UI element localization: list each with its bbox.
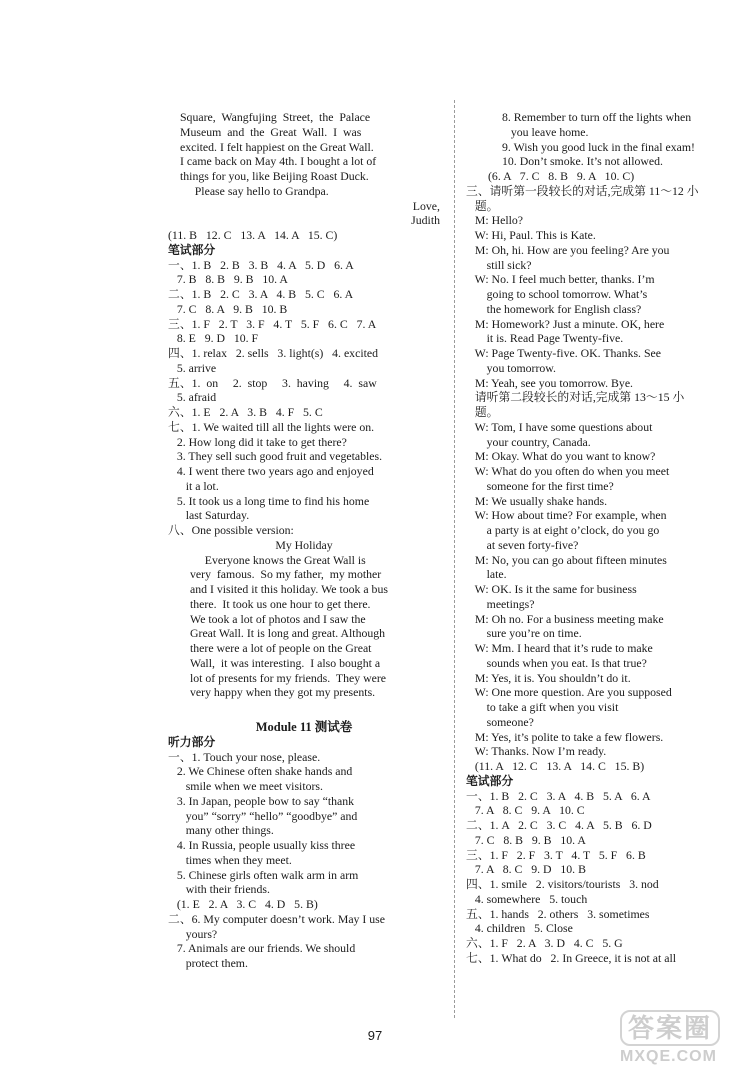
text-line: 二、1. B 2. C 3. A 4. B 5. C 6. A bbox=[168, 287, 354, 301]
text-line: 二、6. My computer doesn’t work. May I use bbox=[168, 911, 386, 926]
text-line: 7. B 8. B 9. B 10. A bbox=[168, 272, 288, 287]
text-line: 10. Don’t smoke. It’s not allowed. bbox=[502, 154, 663, 169]
text-line: W: One more question. Are you supposed bbox=[466, 685, 672, 700]
text-line: someone? bbox=[466, 714, 534, 729]
text-line: Great Wall. It is long and great. Although bbox=[190, 626, 386, 641]
column-divider bbox=[454, 100, 455, 1018]
text-line: the homework for English class? bbox=[466, 301, 642, 316]
text-line: at seven forty-five? bbox=[466, 537, 579, 552]
text-line: Judith bbox=[411, 213, 440, 228]
text-line: it a lot. bbox=[168, 478, 219, 493]
text-line: 六、1. F 2. A 3. D 4. C 5. G bbox=[466, 936, 623, 950]
text-line: 七、1. We waited till all the lights were on. bbox=[168, 419, 375, 434]
text-line: you leave home. bbox=[502, 124, 589, 139]
text-line: W: No. I feel much better, thanks. I’m bbox=[466, 272, 655, 287]
text-line: M: Yes, it’s polite to take a few flowers. bbox=[466, 729, 664, 744]
text-line: M: Yes, it is. You shouldn’t do it. bbox=[466, 670, 631, 685]
text-line: with their friends. bbox=[168, 882, 270, 897]
text-line: I came back on May 4th. I bought a lot of bbox=[180, 154, 377, 169]
text-line: 5. Chinese girls often walk arm in arm bbox=[168, 867, 359, 882]
text-line: you” “sorry” “hello” “goodbye” and bbox=[168, 808, 358, 823]
text-line: M: Oh, hi. How are you feeling? Are you bbox=[466, 242, 670, 257]
text-line: 8. E 9. D 10. F bbox=[168, 331, 259, 346]
text-line: 五、1. hands 2. others 3. sometimes bbox=[466, 906, 650, 921]
text-line: (6. A 7. C 8. B 9. A 10. C) bbox=[488, 169, 635, 183]
text-line: 7. C 8. A 9. B 10. B bbox=[168, 301, 288, 316]
text-line: W: Hi, Paul. This is Kate. bbox=[466, 228, 596, 242]
text-line: excited. I felt happiest on the Great Wall. bbox=[180, 139, 374, 154]
text-line: M: Homework? Just a minute. OK, here bbox=[466, 316, 665, 331]
page-number: 97 bbox=[367, 1028, 383, 1043]
text-line: 三、1. F 2. T 3. F 4. T 5. F 6. C 7. A bbox=[168, 316, 377, 331]
text-line: W: Tom, I have some questions about bbox=[466, 419, 653, 434]
text-line: 4. children 5. Close bbox=[466, 921, 573, 936]
text-line: W: How about time? For example, when bbox=[466, 508, 667, 523]
text-line: 三、请听第一段较长的对话,完成第 11～12 小 bbox=[466, 183, 699, 198]
text-line: 一、1. B 2. B 3. B 4. A 5. D 6. A bbox=[168, 257, 354, 272]
text-line: M: We usually shake hands. bbox=[466, 493, 608, 508]
text-line bbox=[168, 700, 440, 720]
text-line: still sick? bbox=[466, 257, 532, 272]
text-line: 五、1. on 2. stop 3. having 4. saw bbox=[168, 375, 377, 390]
text-line: We took a lot of photos and I saw the bbox=[190, 611, 366, 626]
text-line: it is. Read Page Twenty-five. bbox=[466, 331, 624, 346]
text-line: 7. A 8. C 9. D 10. B bbox=[466, 862, 586, 877]
text-line: protect them. bbox=[168, 956, 248, 970]
text-line: 题。 bbox=[466, 405, 499, 419]
text-line: (1. E 2. A 3. C 4. D 5. B) bbox=[168, 897, 318, 911]
text-line: very famous. So my father, my mother bbox=[190, 567, 382, 582]
text-line: 9. Wish you good luck in the final exam! bbox=[502, 139, 695, 154]
text-line: W: Thanks. Now I’m ready. bbox=[466, 744, 607, 759]
text-line: 5. arrive bbox=[168, 360, 217, 375]
text-line: 四、1. smile 2. visitors/tourists 3. nod bbox=[466, 877, 659, 891]
text-line: 7. A 8. C 9. A 10. C bbox=[466, 803, 585, 818]
text-line: last Saturday. bbox=[168, 508, 250, 523]
text-line: your country, Canada. bbox=[466, 434, 591, 449]
text-line: My Holiday bbox=[275, 537, 333, 552]
text-line: lot of presents for my friends. They were bbox=[190, 670, 387, 685]
text-line: to take a gift when you visit bbox=[466, 700, 619, 714]
right-column bbox=[466, 110, 732, 966]
text-line: W: What do you often do when you meet bbox=[466, 464, 670, 478]
text-line: 3. In Japan, people bow to say “thank bbox=[168, 793, 355, 808]
text-line: (11. A 12. C 13. A 14. C 15. B) bbox=[466, 759, 645, 773]
text-line: 一、1. Touch your nose, please. bbox=[168, 749, 321, 764]
text-line: 4. I went there two years ago and enjoyed bbox=[168, 464, 374, 478]
text-line: 四、1. relax 2. sells 3. light(s) 4. excited bbox=[168, 346, 379, 360]
text-line: 2. How long did it take to get there? bbox=[168, 434, 347, 449]
text-line: 笔试部分 bbox=[168, 242, 216, 257]
text-line: 7. C 8. B 9. B 10. A bbox=[466, 832, 586, 847]
text-line: 笔试部分 bbox=[466, 773, 514, 788]
text-line: 听力部分 bbox=[168, 734, 216, 749]
text-line: Everyone knows the Great Wall is bbox=[190, 552, 366, 567]
text-line: W: Page Twenty-five. OK. Thanks. See bbox=[466, 346, 661, 360]
text-line: sure you’re on time. bbox=[466, 626, 582, 641]
text-line: yours? bbox=[168, 926, 218, 941]
text-line: 七、1. What do 2. In Greece, it is not at all bbox=[466, 950, 676, 965]
text-line: times when they meet. bbox=[168, 852, 292, 867]
text-line: Module 11 测试卷 bbox=[255, 720, 353, 734]
text-line: (11. B 12. C 13. A 14. A 15. C) bbox=[168, 228, 338, 242]
text-line: Please say hello to Grandpa. bbox=[180, 183, 329, 198]
text-line: W: Mm. I heard that it’s rude to make bbox=[466, 641, 653, 655]
text-line: M: Hello? bbox=[466, 213, 524, 228]
text-line: you tomorrow. bbox=[466, 360, 556, 375]
text-line: someone for the first time? bbox=[466, 478, 614, 493]
text-line: 7. Animals are our friends. We should bbox=[168, 941, 356, 956]
text-line: 4. In Russia, people usually kiss three bbox=[168, 838, 356, 852]
watermark-url: MXQE.COM bbox=[620, 1048, 717, 1065]
text-line: smile when we meet visitors. bbox=[168, 779, 323, 793]
text-line: 8. Remember to turn off the lights when bbox=[502, 110, 692, 124]
text-line: 2. We Chinese often shake hands and bbox=[168, 764, 353, 779]
text-line: 八、One possible version: bbox=[168, 523, 294, 537]
text-line: there. It took us one hour to get there. bbox=[190, 596, 371, 611]
text-line: Museum and the Great Wall. I was bbox=[180, 124, 362, 139]
text-line: 5. afraid bbox=[168, 390, 217, 405]
text-line: 题。 bbox=[466, 198, 499, 213]
left-column bbox=[168, 110, 440, 971]
text-line: and I visited it this holiday. We took a bus bbox=[190, 582, 388, 596]
text-line: meetings? bbox=[466, 596, 535, 611]
text-line: Love, bbox=[412, 198, 440, 213]
watermark-logo bbox=[620, 1010, 744, 1072]
text-line: very happy when they got my presents. bbox=[190, 685, 376, 700]
text-line: M: Oh no. For a business meeting make bbox=[466, 611, 664, 626]
text-line: late. bbox=[466, 567, 507, 582]
watermark-logo-text: 答案圈 bbox=[620, 1010, 720, 1046]
text-line: sounds when you eat. Is that true? bbox=[466, 655, 647, 670]
text-line: 一、1. B 2. C 3. A 4. B 5. A 6. A bbox=[466, 788, 651, 803]
text-line: 3. They sell such good fruit and vegetables. bbox=[168, 449, 383, 464]
text-line: going to school tomorrow. What’s bbox=[466, 287, 648, 301]
text-line: 4. somewhere 5. touch bbox=[466, 891, 588, 906]
text-line: M: Yeah, see you tomorrow. Bye. bbox=[466, 375, 633, 390]
text-line: M: Okay. What do you want to know? bbox=[466, 449, 656, 464]
text-line: 二、1. A 2. C 3. C 4. A 5. B 6. D bbox=[466, 818, 652, 832]
text-line: Wall, it was interesting. I also bought a bbox=[190, 655, 381, 670]
text-line: W: OK. Is it the same for business bbox=[466, 582, 637, 596]
text-line: Square, Wangfujing Street, the Palace bbox=[180, 110, 371, 124]
text-line: 六、1. E 2. A 3. B 4. F 5. C bbox=[168, 405, 323, 419]
text-line: a party is at eight o’clock, do you go bbox=[466, 523, 660, 537]
text-line: 三、1. F 2. F 3. T 4. T 5. F 6. B bbox=[466, 847, 646, 862]
text-line: many other things. bbox=[168, 823, 274, 838]
text-line: there were a lot of people on the Great bbox=[190, 641, 372, 655]
text-line: 请听第二段较长的对话,完成第 13～15 小 bbox=[466, 390, 685, 405]
text-line: things for you, like Beijing Roast Duck. bbox=[180, 169, 369, 183]
text-line: 5. It took us a long time to find his home bbox=[168, 493, 370, 508]
text-line: M: No, you can go about fifteen minutes bbox=[466, 552, 667, 567]
